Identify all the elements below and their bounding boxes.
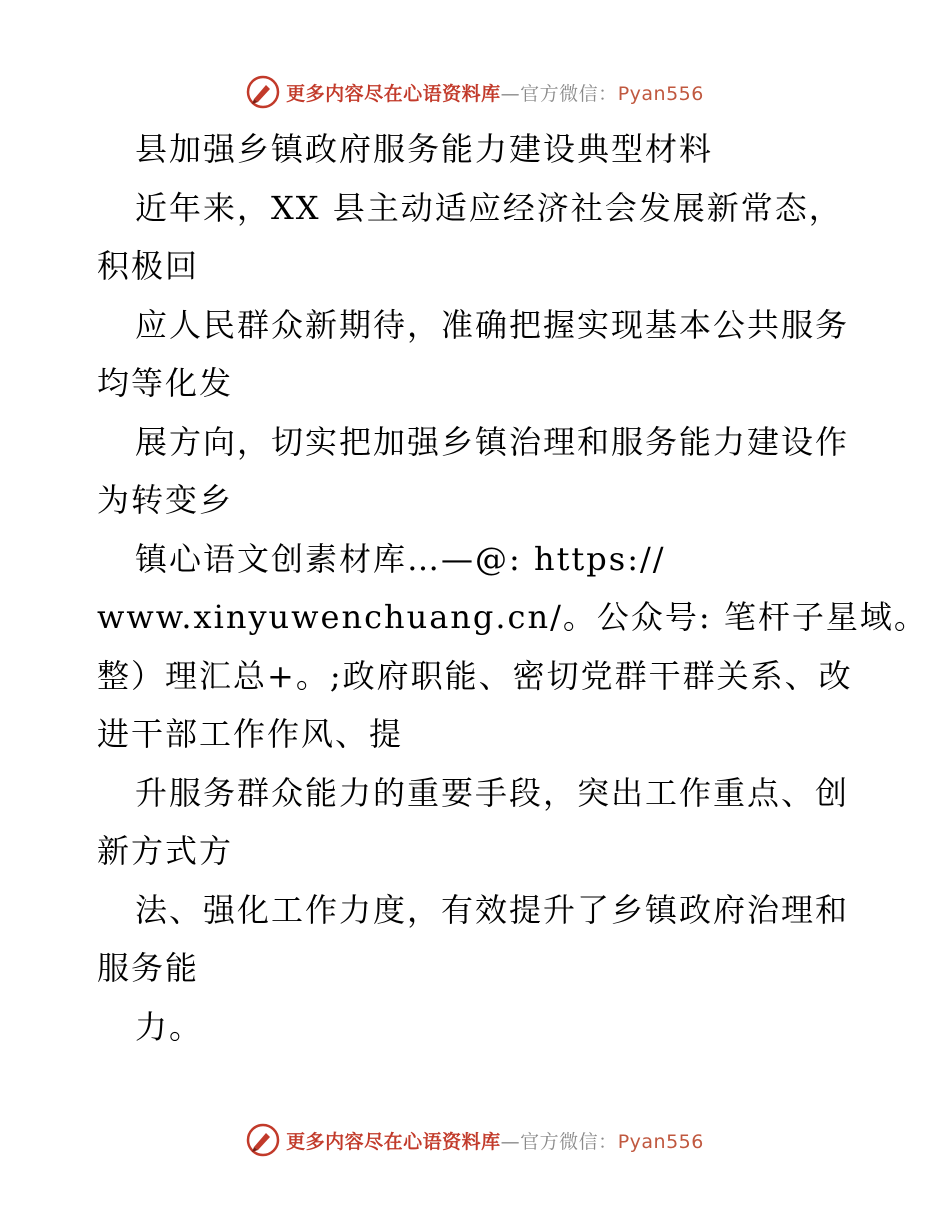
paragraph-line: 展方向，切实把加强乡镇治理和服务能力建设作 — [135, 422, 850, 461]
paragraph-line: 应人民群众新期待，准确把握实现基本公共服务 — [135, 305, 850, 344]
watermark-brand: 更多内容尽在心语资料库 — [286, 1130, 501, 1153]
watermark-text — [286, 79, 704, 106]
watermark-wechat-id: Pyan556 — [617, 1130, 704, 1153]
paragraph-line: 整）理汇总+。;政府职能、密切党群干群关系、改 — [97, 656, 853, 695]
header-watermark-banner — [0, 72, 950, 112]
paragraph-line: 镇心语文创素材库…—@: https:// — [135, 539, 666, 578]
watermark-official: 官方微信 — [520, 82, 599, 105]
document-title: 县加强乡镇政府服务能力建设典型材料 — [135, 130, 714, 168]
paragraph-line: 新方式方 — [97, 832, 234, 870]
paragraph-line: 进干部工作作风、提 — [97, 715, 404, 753]
watermark-official: 官方微信 — [520, 1130, 599, 1153]
footer-watermark-banner — [0, 1120, 950, 1160]
watermark-separator: — — [500, 1130, 521, 1153]
watermark-separator: — — [500, 82, 521, 105]
paragraph-line: 积极回 — [97, 247, 200, 285]
pen-logo-icon — [246, 75, 280, 109]
paragraph-line: 升服务群众能力的重要手段，突出工作重点、创 — [135, 773, 850, 812]
paragraph-line: 法、强化工作力度，有效提升了乡镇政府治理和 — [135, 890, 850, 929]
paragraph-line: 为转变乡 — [97, 481, 234, 519]
paragraph-line: 服务能 — [97, 949, 200, 987]
paragraph-line: www.xinyuwenchuang.cn/。公众号: 笔杆子星域。 — [97, 598, 928, 636]
watermark-colon: ： — [598, 82, 618, 105]
watermark-colon: ： — [598, 1130, 618, 1153]
pen-logo-icon — [246, 1123, 280, 1157]
watermark-brand: 更多内容尽在心语资料库 — [286, 82, 501, 105]
document-body — [97, 120, 928, 1056]
paragraph-line: 近年来，XX 县主动适应经济社会发展新常态， — [135, 188, 843, 227]
watermark-text — [286, 1127, 704, 1154]
watermark-wechat-id: Pyan556 — [617, 82, 704, 105]
paragraph-line: 均等化发 — [97, 364, 234, 402]
paragraph-line: 力。 — [135, 1007, 204, 1046]
